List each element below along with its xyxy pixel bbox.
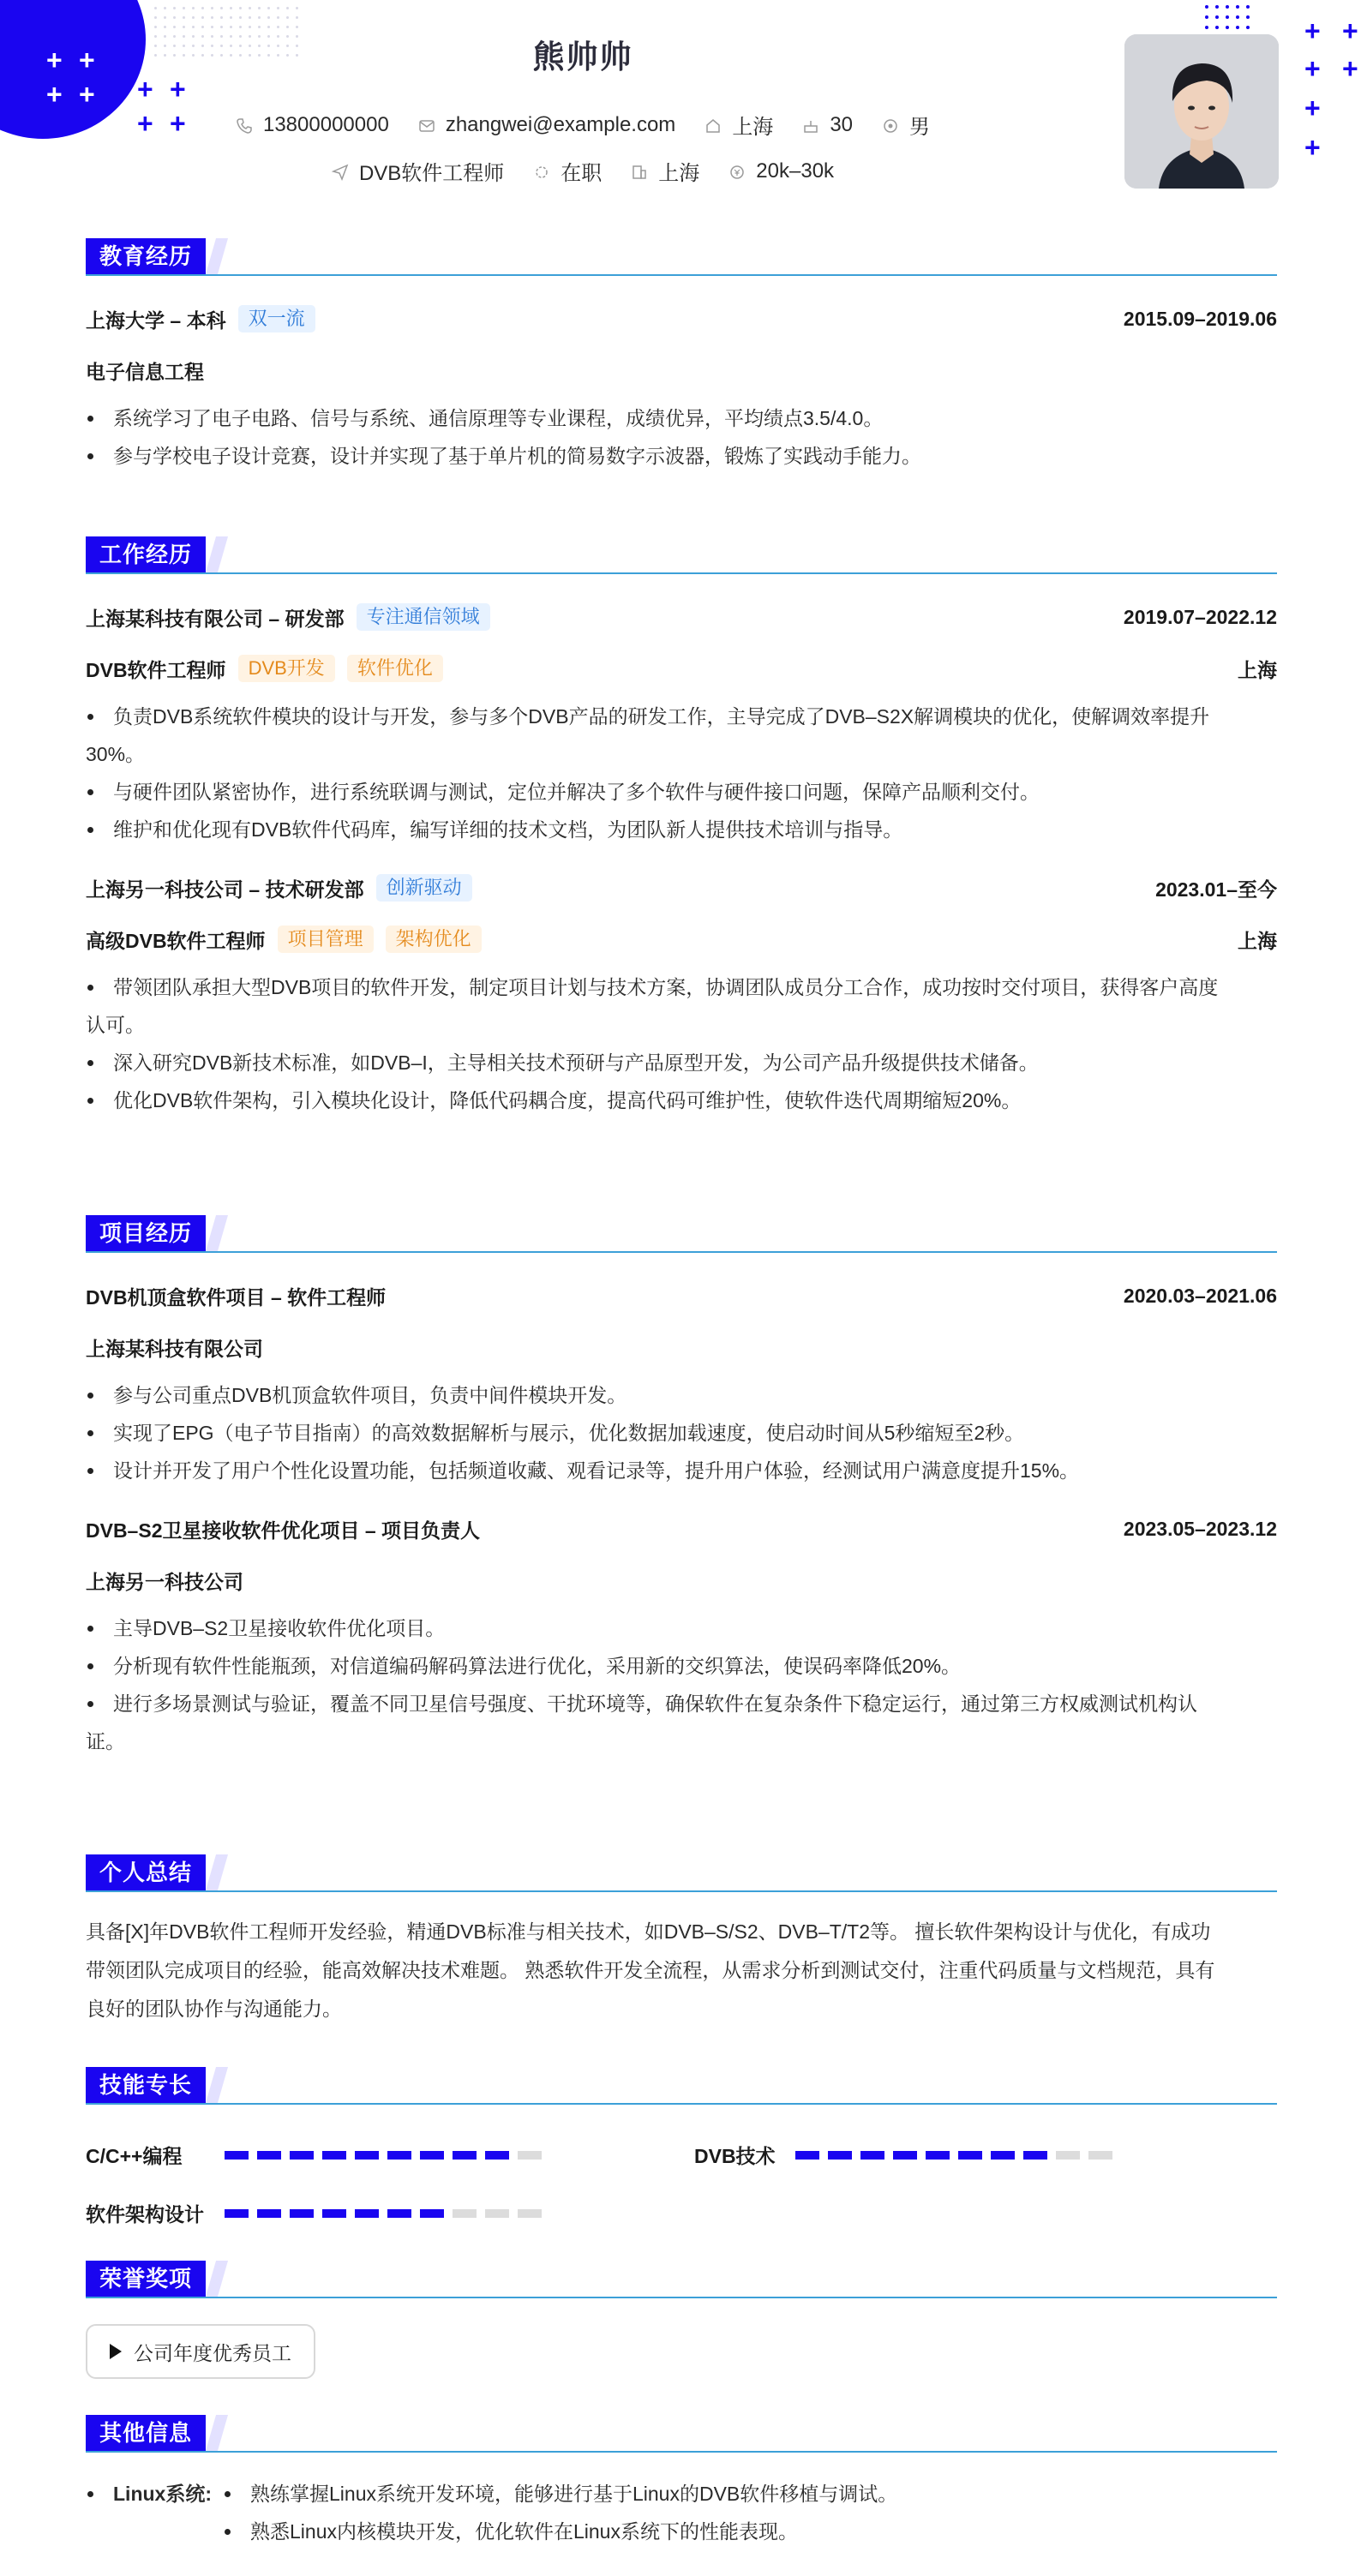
company-name: 上海某科技有限公司 – 研发部 (86, 607, 345, 630)
gender-text: 男 (909, 116, 931, 139)
section-title: 项目经历 (86, 1215, 206, 1251)
job-position-row (86, 651, 1277, 686)
section-title: 教育经历 (86, 238, 206, 274)
skill-tag: 软件优化 (347, 655, 443, 682)
send-icon (332, 163, 349, 180)
list-item: 优化DVB软件架构，引入模块化设计，降低代码耦合度，提高代码可维护性，使软件迭代周期缩短20%。 (86, 1081, 1277, 1119)
section-divider (86, 2451, 1277, 2453)
salary-icon (728, 163, 746, 180)
project-period: 2023.05–2023.12 (1123, 1517, 1277, 1540)
skill-level-segment (893, 2151, 917, 2160)
section-header (86, 1215, 1277, 1253)
major-row (86, 353, 1277, 387)
skill-level-segment (387, 2209, 411, 2218)
skills-section (86, 2067, 1277, 2105)
building-icon (631, 163, 648, 180)
status-text: 在职 (561, 162, 603, 185)
skill-level-segment (355, 2151, 379, 2160)
section-title: 其他信息 (86, 2415, 206, 2451)
contact-row (0, 110, 1166, 140)
skill-level-segment (387, 2151, 411, 2160)
project-period: 2020.03–2021.06 (1123, 1284, 1277, 1307)
target-job-text: DVB软件工程师 (358, 162, 505, 185)
plus-icon: + (1342, 15, 1358, 46)
skill-item (86, 2199, 542, 2227)
skill-level-segment (322, 2209, 346, 2218)
section-title: 技能专长 (86, 2067, 206, 2103)
other-label-list (86, 2475, 223, 2550)
plus-icon: + (1304, 93, 1321, 123)
plus-icon: + (46, 45, 63, 75)
education-section (86, 238, 1277, 475)
project-name: DVB机顶盒软件项目 – 软件工程师 (86, 1285, 387, 1309)
email-info (418, 110, 676, 140)
job-period: 2023.01–至今 (1155, 878, 1277, 901)
school-name: 上海大学 – 本科 (86, 309, 226, 332)
section-divider (86, 1890, 1277, 1892)
skill-level-segment (420, 2151, 444, 2160)
work-section (86, 536, 1277, 1119)
location-text: 上海 (732, 116, 774, 139)
skill-level-segment (225, 2151, 249, 2160)
award-text: 公司年度优秀员工 (134, 2341, 291, 2364)
skill-level-bar (795, 2151, 1112, 2160)
phone-info (236, 110, 389, 140)
gender-info (882, 110, 930, 140)
target-city-info (631, 156, 699, 186)
skill-level-segment (860, 2151, 884, 2160)
skill-level-segment (322, 2151, 346, 2160)
company-name: 上海另一科技公司 – 技术研发部 (86, 878, 364, 901)
awards-section (86, 2261, 1277, 2298)
project-company-row (86, 1330, 1277, 1364)
status-info (533, 156, 602, 186)
job-entry-header (86, 600, 1277, 634)
plus-icon: + (1342, 53, 1358, 84)
skill-level-segment (958, 2151, 982, 2160)
section-header (86, 2067, 1277, 2105)
summary-section (86, 1854, 1277, 2028)
list-item: 深入研究DVB新技术标准，如DVB–I，主导相关技术预研与产品原型开发，为公司产品升级提供技术储备。 (86, 1044, 1277, 1081)
section-title-accent (206, 1854, 228, 1890)
project-company-row (86, 1563, 1277, 1597)
project-name: DVB–S2卫星接收软件优化项目 – 项目负责人 (86, 1519, 481, 1542)
skill-level-segment (225, 2209, 249, 2218)
skill-level-segment (290, 2209, 314, 2218)
skill-tag: 项目管理 (278, 926, 374, 953)
skill-level-segment (290, 2151, 314, 2160)
job-period: 2019.07–2022.12 (1123, 605, 1277, 628)
skill-level-segment (1088, 2151, 1112, 2160)
skill-level-bar (225, 2151, 542, 2160)
skill-level-segment (453, 2209, 477, 2218)
other-items (223, 2475, 897, 2550)
list-item: 参与学校电子设计竞赛，设计并实现了基于单片机的简易数字示波器，锻炼了实践动手能力。 (86, 437, 1277, 475)
skill-tag: DVB开发 (238, 655, 335, 682)
skill-item (86, 2141, 542, 2169)
salary-info (728, 156, 834, 186)
job-bullets (86, 968, 1277, 1119)
education-entry-header (86, 302, 1277, 336)
skill-level-segment (453, 2151, 477, 2160)
section-header (86, 536, 1277, 574)
job-city: 上海 (1238, 658, 1277, 681)
avatar (1124, 34, 1279, 189)
status-icon (533, 163, 550, 180)
section-divider (86, 274, 1277, 276)
skill-level-segment (828, 2151, 852, 2160)
list-item: 主导DVB–S2卫星接收软件优化项目。 (86, 1609, 1277, 1647)
other-label: Linux系统: (86, 2475, 223, 2513)
plus-icon: + (170, 108, 186, 139)
skill-level-segment (795, 2151, 819, 2160)
project-bullets (86, 1376, 1277, 1489)
target-city-text: 上海 (658, 162, 700, 185)
skill-level-segment (420, 2209, 444, 2218)
skill-level-segment (518, 2151, 542, 2160)
skill-level-segment (485, 2209, 509, 2218)
project-company: 上海另一科技公司 (86, 1570, 243, 1593)
plus-icon: + (1304, 15, 1321, 46)
skill-item (694, 2141, 1112, 2169)
section-title-accent (206, 2067, 228, 2103)
location-info (704, 110, 773, 140)
skill-level-segment (257, 2209, 281, 2218)
section-title: 工作经历 (86, 536, 206, 572)
gender-icon (882, 117, 899, 134)
job-city: 上海 (1238, 929, 1277, 952)
company-tag: 创新驱动 (376, 874, 472, 902)
section-title: 个人总结 (86, 1854, 206, 1890)
project-entry-header (86, 1279, 1277, 1313)
phone-icon (236, 117, 253, 134)
education-bullets (86, 399, 1277, 475)
job-position-row (86, 922, 1277, 956)
plus-icon: + (1304, 132, 1321, 163)
list-item: 负责DVB系统软件模块的设计与开发，参与多个DVB产品的研发工作，主导完成了DVB–S2X解调模块的优化，使解调效率提升 30%。 (86, 698, 1277, 773)
skill-level-segment (257, 2151, 281, 2160)
section-title-accent (206, 2415, 228, 2451)
salary-text: 20k–30k (756, 159, 835, 183)
skill-level-segment (485, 2151, 509, 2160)
skill-level-segment (518, 2209, 542, 2218)
email-text: zhangwei@example.com (445, 112, 676, 136)
other-section (86, 2415, 1277, 2453)
plus-icon: + (1304, 53, 1321, 84)
section-title-accent (206, 536, 228, 572)
play-icon (110, 2344, 122, 2359)
section-title: 荣誉奖项 (86, 2261, 206, 2297)
section-divider (86, 572, 1277, 574)
project-company: 上海某科技有限公司 (86, 1337, 263, 1360)
other-info-block (86, 2475, 897, 2550)
section-divider (86, 2297, 1277, 2298)
skill-level-segment (991, 2151, 1015, 2160)
section-title-accent (206, 2261, 228, 2297)
section-divider (86, 1251, 1277, 1253)
list-item: 进行多场景测试与验证，覆盖不同卫星信号强度、干扰环境等，确保软件在复杂条件下稳定运行，通过第三方权威测试机构认 证。 (86, 1685, 1277, 1760)
mail-icon (418, 117, 435, 134)
summary-text: 具备[X]年DVB软件工程师开发经验，精通DVB标准与相关技术，如DVB–S/S2、DVB–T/T2等。 擅长软件架构设计与优化，有成功 带领团队完成项目的经验，能高效解决技术难题。 熟悉软件开发全流程，从需求分析到测试交付，注重代码质量与文档规范，具有 良好的团队协作与沟通能力。 (86, 1920, 1215, 2020)
skill-tag: 架构优化 (386, 926, 482, 953)
section-divider (86, 2103, 1277, 2105)
project-entry-header (86, 1512, 1277, 1546)
job-bullets (86, 698, 1277, 848)
skill-level-bar (225, 2209, 542, 2218)
project-bullets (86, 1609, 1277, 1760)
skill-level-segment (1023, 2151, 1047, 2160)
section-header (86, 1854, 1277, 1892)
section-header (86, 2415, 1277, 2453)
list-item: 设计并开发了用户个性化设置功能，包括频道收藏、观看记录等，提升用户体验，经测试用户满意度提升15%。 (86, 1452, 1277, 1489)
section-header (86, 2261, 1277, 2298)
list-item: 熟悉Linux内核模块开发，优化软件在Linux系统下的性能表现。 (223, 2513, 897, 2550)
projects-section (86, 1215, 1277, 1760)
age-text: 30 (830, 112, 854, 136)
plus-icon: + (79, 45, 95, 75)
education-period: 2015.09–2019.06 (1123, 307, 1277, 330)
skill-name: DVB技术 (694, 2145, 776, 2167)
skill-level-segment (926, 2151, 950, 2160)
age-info (802, 110, 853, 140)
job-info-row (0, 156, 1166, 186)
section-header (86, 238, 1277, 276)
plus-icon: + (170, 74, 186, 105)
cake-icon (802, 117, 819, 134)
skill-level-segment (355, 2209, 379, 2218)
list-item: 实现了EPG（电子节目指南）的高效数据解析与展示，优化数据加载速度，使启动时间从5秒缩短至2秒。 (86, 1414, 1277, 1452)
job-position: 高级DVB软件工程师 (86, 929, 266, 952)
skill-name: C/C++编程 (86, 2145, 183, 2167)
award-item (86, 2324, 315, 2379)
company-tag: 专注通信领域 (357, 603, 490, 631)
list-item: 系统学习了电子电路、信号与系统、通信原理等专业课程，成绩优异，平均绩点3.5/4.0。 (86, 399, 1277, 437)
plus-icon: + (137, 108, 153, 139)
school-tag: 双一流 (238, 305, 315, 332)
skill-level-segment (1056, 2151, 1080, 2160)
plus-icon: + (46, 79, 63, 110)
section-title-accent (206, 238, 228, 274)
list-item: 维护和优化现有DVB软件代码库，编写详细的技术文档，为团队新人提供技术培训与指导。 (86, 811, 1277, 848)
home-icon (704, 117, 722, 134)
list-item: 参与公司重点DVB机顶盒软件项目，负责中间件模块开发。 (86, 1376, 1277, 1414)
list-item: 带领团队承担大型DVB项目的软件开发，制定项目计划与技术方案，协调团队成员分工合作，成功按时交付项目，获得客户高度 认可。 (86, 968, 1277, 1044)
plus-icon: + (79, 79, 95, 110)
candidate-name: 熊帅帅 (532, 39, 633, 75)
skill-name: 软件架构设计 (86, 2203, 204, 2226)
target-job-info (332, 156, 504, 186)
job-position: DVB软件工程师 (86, 658, 226, 681)
phone-text: 13800000000 (262, 112, 389, 136)
major-name: 电子信息工程 (86, 360, 204, 383)
section-title-accent (206, 1215, 228, 1251)
list-item: 与硬件团队紧密协作，进行系统联调与测试，定位并解决了多个软件与硬件接口问题，保障产品顺利交付。 (86, 773, 1277, 811)
plus-icon: + (137, 74, 153, 105)
list-item: 分析现有软件性能瓶颈，对信道编码解码算法进行优化，采用新的交织算法，使误码率降低20%。 (86, 1647, 1277, 1685)
job-entry-header (86, 871, 1277, 905)
list-item: 熟练掌握Linux系统开发环境，能够进行基于Linux的DVB软件移植与调试。 (223, 2475, 897, 2513)
